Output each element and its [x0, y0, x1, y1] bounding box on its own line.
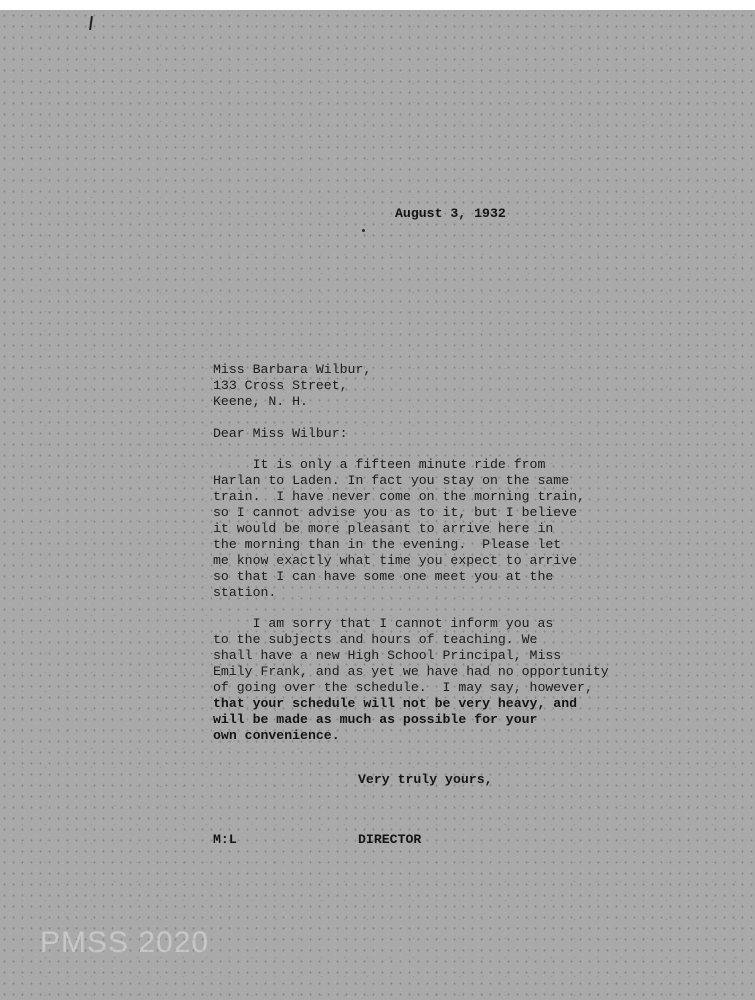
paragraph-line: will be made as much as possible for your	[213, 712, 538, 727]
paragraph-line: so I cannot advise you as to it, but I believe	[213, 505, 578, 520]
ink-dot	[362, 229, 365, 232]
paragraph-line: Emily Frank, and as yet we have had no opportunity	[213, 664, 609, 679]
typist-initials: M:L	[213, 832, 237, 847]
paragraph-line: I am sorry that I cannot inform you as	[213, 616, 554, 631]
paragraph-line: It is only a fifteen minute ride from	[213, 457, 546, 472]
paragraph-line: train. I have never come on the morning train,	[213, 489, 585, 504]
paragraph-line: shall have a new High School Principal, Miss	[213, 648, 562, 663]
signature-title: DIRECTOR	[358, 832, 422, 847]
paragraph-line: station.	[213, 585, 277, 600]
paragraph-line: the morning than in the evening. Please let	[213, 537, 562, 552]
paragraph-line: own convenience.	[213, 728, 340, 743]
paragraph-line: of going over the schedule. I may say, however,	[213, 680, 593, 695]
paragraph-line: Harlan to Laden. In fact you stay on the same	[213, 473, 570, 488]
paragraph-line: that your schedule will not be very heavy, and	[213, 696, 578, 711]
letter-date: August 3, 1932	[395, 206, 506, 221]
paragraph-line: so that I can have some one meet you at the	[213, 569, 554, 584]
recipient-city: Keene, N. H.	[213, 394, 308, 409]
paragraph-line: it would be more pleasant to arrive here in	[213, 521, 554, 536]
paragraph-line: to the subjects and hours of teaching. We	[213, 632, 538, 647]
recipient-name: Miss Barbara Wilbur,	[213, 362, 372, 377]
recipient-street: 133 Cross Street,	[213, 378, 348, 393]
paragraph-line: me know exactly what time you expect to arrive	[213, 553, 578, 568]
closing: Very truly yours,	[358, 772, 493, 787]
letter-page	[0, 10, 755, 1000]
salutation: Dear Miss Wilbur:	[213, 426, 348, 441]
ink-mark	[89, 16, 93, 30]
archive-watermark: PMSS 2020	[40, 926, 210, 959]
